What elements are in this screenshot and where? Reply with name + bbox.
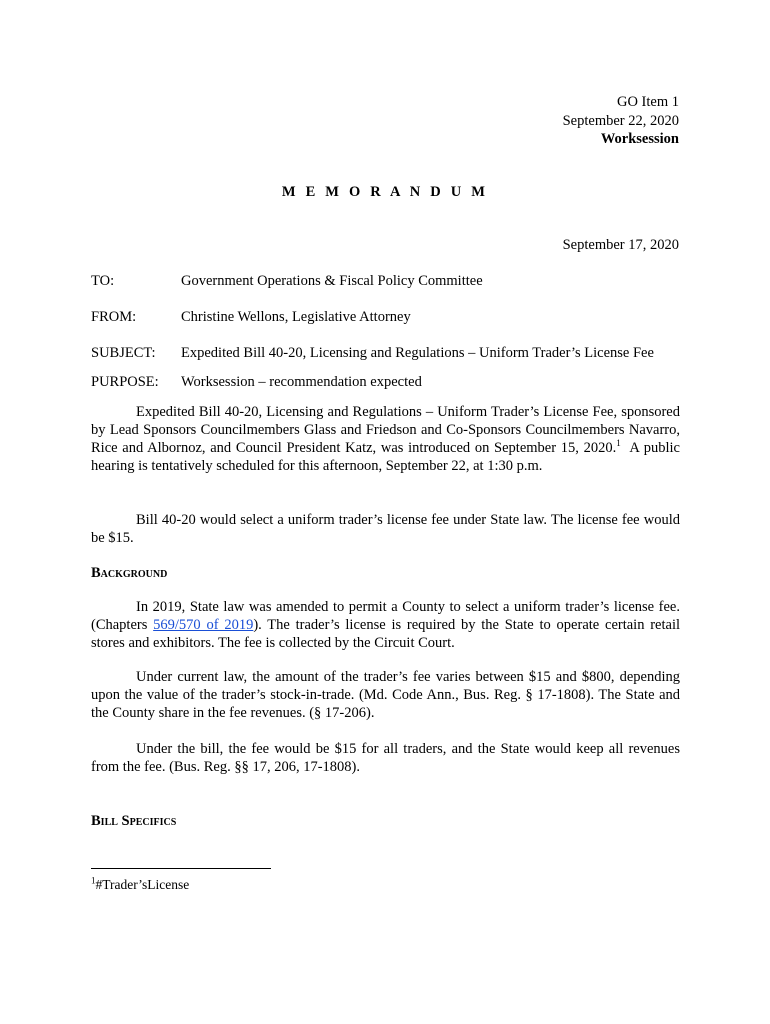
meeting-date: September 22, 2020	[562, 112, 679, 129]
paragraph-summary	[91, 511, 680, 547]
intro-text-after: A public hearing is tentatively scheduled for this afternoon, September 22, at 1:30 p.m.	[91, 440, 684, 474]
paragraph-intro	[91, 403, 684, 475]
under-bill-text: Under the bill, the fee would be $15 for all traders, and the State would keep all revenues from the fee. (Bus. Reg. §§ 17, 206, 17-1808).	[91, 741, 680, 775]
subject-field	[91, 344, 654, 362]
footnote-divider	[91, 868, 271, 869]
to-label: TO:	[91, 273, 115, 289]
current-law-text: Under current law, the amount of the trader’s fee varies between $15 and $800, depending upon the value of the trader’s stock-in-trade. (Md. Code Ann., Bus. Reg. § 17-1808). The State and the County share in the fee revenues. (§ 17-206).	[91, 669, 680, 721]
subject-label: SUBJECT:	[91, 345, 156, 361]
header-block	[563, 93, 679, 149]
intro-text: Expedited Bill 40-20, Licensing and Regulations – Uniform Trader’s License Fee, sponsored by Lead Sponsors Councilmembers Glass and Friedson and Co-Sponsors Councilmembers Navarro, Rice and Albornoz, and Council President Katz, was introduced on September 15, 2020.	[91, 404, 680, 456]
from-label: FROM:	[91, 309, 137, 325]
background-text-after: ). The trader’s license is required by the State to operate certain retail stores and exhibitors. The fee is collected by the Circuit Court.	[91, 617, 681, 651]
footnote	[91, 876, 189, 894]
background-text-before: In 2019, State law was amended to permit a County to select a uniform trader’s license fee. (Chapters	[91, 599, 680, 633]
to-field	[91, 272, 483, 290]
footnote-text: #Trader’sLicense	[95, 877, 190, 892]
memo-date: September 17, 2020	[562, 237, 679, 253]
paragraph-background	[91, 598, 680, 652]
summary-text: Bill 40-20 would select a uniform trader’s license fee under State law. The license fee would be $15.	[91, 512, 680, 546]
memo-title: M E M O R A N D U M	[281, 184, 489, 200]
from-value: Christine Wellons, Legislative Attorney	[181, 309, 411, 325]
chapters-link[interactable]: 569/570 of 2019	[153, 617, 254, 633]
from-field	[91, 308, 411, 326]
purpose-value: Worksession – recommendation expected	[181, 374, 422, 390]
footnote-number: 1	[91, 875, 96, 886]
agenda-item: GO Item 1	[616, 94, 679, 110]
subject-value: Expedited Bill 40-20, Licensing and Regulations – Uniform Trader’s License Fee	[181, 345, 654, 361]
paragraph-current-law	[91, 668, 680, 722]
background-heading: Background	[91, 565, 168, 581]
footnote-ref[interactable]: 1	[616, 438, 621, 449]
purpose-label: PURPOSE:	[91, 374, 159, 390]
purpose-field	[91, 373, 422, 391]
session-type: Worksession	[600, 131, 679, 147]
to-value: Government Operations & Fiscal Policy Committee	[181, 273, 483, 289]
paragraph-under-bill	[91, 740, 680, 776]
bill-specifics-heading: Bill Specifics	[91, 813, 177, 829]
